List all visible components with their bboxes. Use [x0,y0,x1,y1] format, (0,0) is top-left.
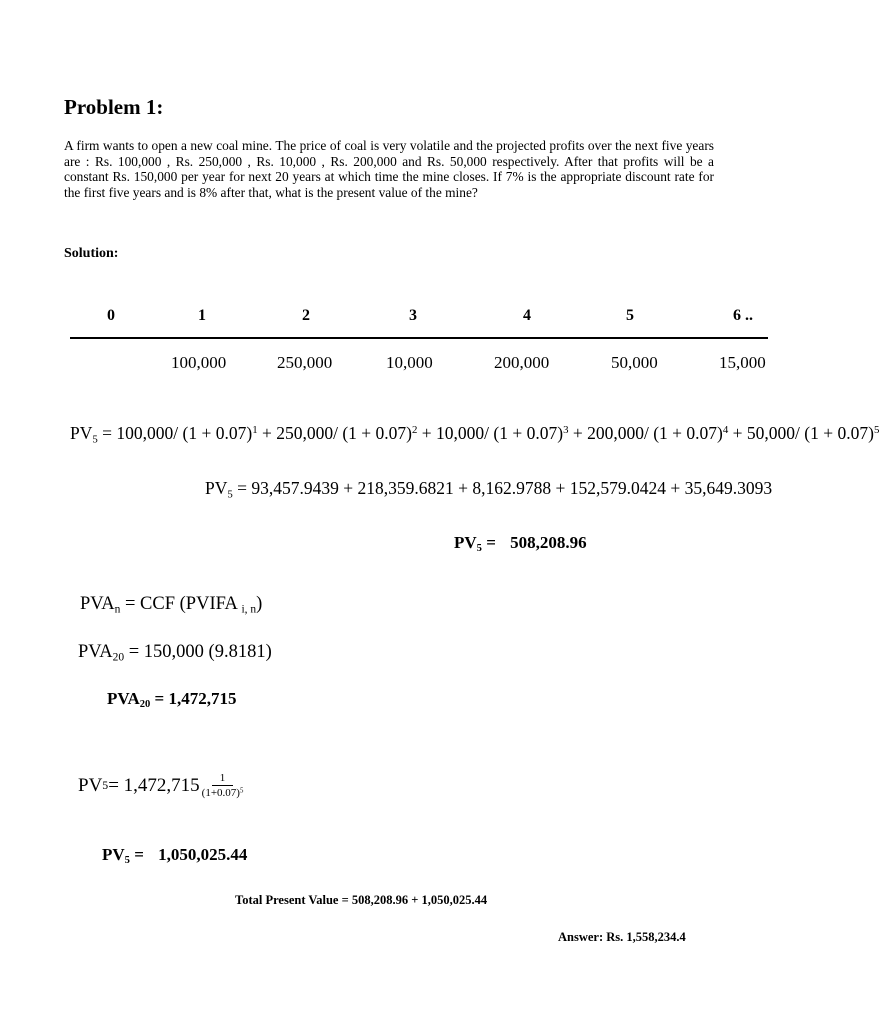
result-value: 508,208.96 [510,533,587,552]
period-label: 0 [107,307,115,324]
equation-rhs: = 150,000 (9.8181) [124,642,272,662]
pva-subscript: n [114,603,121,616]
equals-sign: = [97,423,117,443]
period-label: 5 [626,307,634,324]
term-4: + 200,000/ (1 + 0.07) [568,423,723,443]
exponent-3: 3 [563,424,569,437]
close-paren: ) [256,594,263,614]
pva20-equation [78,642,272,663]
discount-fraction [202,772,244,799]
exponent-1: 1 [252,424,258,437]
pv-label: PV [454,533,477,552]
pv-subscript: 5 [102,778,109,792]
cash-flow-value: 200,000 [494,353,550,372]
pva-formula [80,594,262,615]
exponent-2: 2 [412,424,418,437]
equals-sign: = [129,845,149,864]
result-value: 1,050,025.44 [158,845,248,864]
cash-flow-value: 10,000 [386,353,433,372]
timeline-axis [70,337,768,339]
term-3: + 10,000/ (1 + 0.07) [417,423,564,443]
exponent-5: 5 [873,424,879,437]
pv-label: PV [78,774,103,796]
period-label: 2 [302,307,310,324]
total-present-value: Total Present Value = 508,208.96 + 1,050,025.44 [235,893,488,907]
term-5: + 50,000/ (1 + 0.07) [728,423,874,443]
pva20-result [107,689,236,710]
cash-flow-timeline [0,300,768,380]
pvifa-subscript: i, n [241,603,257,616]
pv-label: PV [205,478,228,498]
exponent-4: 4 [722,424,729,437]
pva-subscript: 20 [139,699,151,711]
equation-rhs: = 1,472,715 [108,774,200,796]
pv5-result-2 [102,845,247,866]
denominator-exponent: 5 [239,787,244,795]
problem-title: Problem 1: [64,95,164,119]
pv-label: PV [70,423,93,443]
formula-rhs: = CCF (PVIFA [120,594,242,614]
pva-label: PVA [78,642,113,662]
fraction-numerator: 1 [212,772,234,786]
pv5-result-1 [454,533,587,554]
term-2: + 250,000/ (1 + 0.07) [257,423,412,443]
period-label: 4 [523,307,531,324]
period-label: 1 [198,307,206,324]
pv5-discount-equation [70,423,879,445]
cash-flow-value: 50,000 [611,353,658,372]
pva-subscript: 20 [112,651,125,664]
pv-subscript: 5 [124,855,130,867]
term-1: 100,000/ (1 + 0.07) [116,423,253,443]
final-answer: Answer: Rs. 1,558,234.4 [558,930,686,944]
fraction-denominator [202,786,244,799]
pv-subscript: 5 [92,433,98,446]
cash-flow-value: 100,000 [171,353,227,372]
period-label: 3 [409,307,417,324]
period-label: 6 .. [733,307,753,324]
pva-label: PVA [80,594,115,614]
sum-terms: 93,457.9439 + 218,359.6821 + 8,162.9788 + 152,579.0424 + 35,649.3093 [251,478,773,498]
cash-flow-value: 250,000 [277,353,333,372]
equals-sign: = [481,533,501,552]
pv5-discount-fraction-equation [78,772,243,799]
cash-flow-value: 15,000 [719,353,766,372]
pva-label: PVA [107,689,140,708]
pv-label: PV [102,845,125,864]
pv5-sum-equation [205,478,772,500]
pv-subscript: 5 [227,488,233,501]
denominator-base: (1+0.07) [201,787,240,799]
problem-statement: A firm wants to open a new coal mine. The price of coal is very volatile and the projected profits over the next five years are : Rs. 100,000 , Rs. 250,000 , Rs. 10,000 , Rs. 200,000 and Rs. 50,000 respectively. After that profits will be a constant Rs. 150,000 per year for next 20 years at which time the mine closes. If 7% is the appropriate discount rate for the first five years and is 8% after that, what is the present value of the mine? [64,138,714,200]
result-value: = 1,472,715 [150,689,237,708]
equals-sign: = [232,478,252,498]
solution-label: Solution: [64,246,119,261]
pv-subscript: 5 [476,543,482,555]
